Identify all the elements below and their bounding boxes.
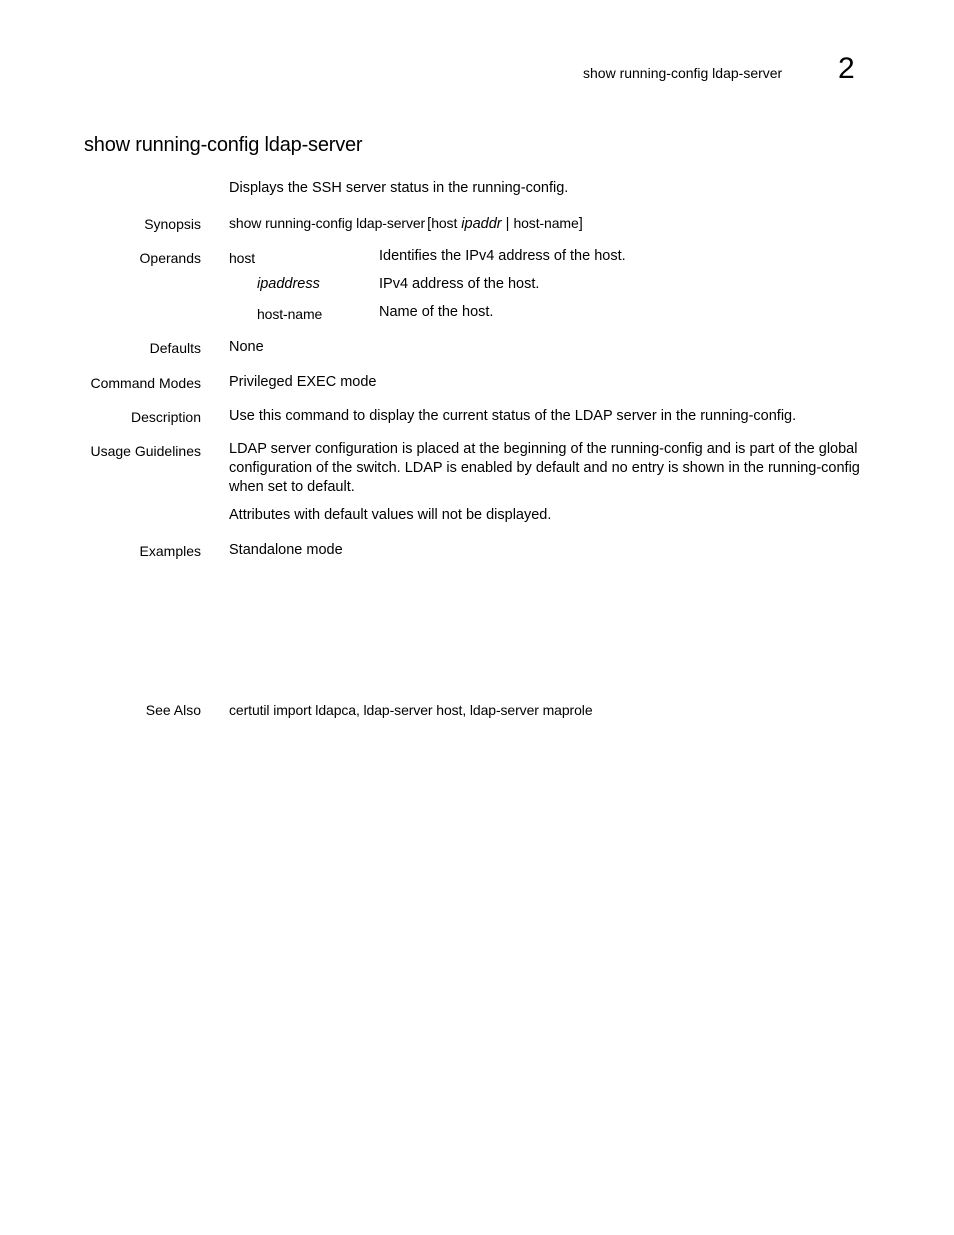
description-text: Use this command to display the current status of the LDAP server in the running-config. [229, 408, 797, 424]
operand-host-name: host [229, 250, 256, 266]
command-modes-label: Command Modes [90, 375, 201, 391]
command-modes-text: Privileged EXEC mode [229, 374, 377, 390]
synopsis-close-bracket: ] [578, 216, 583, 232]
see-also-label: See Also [145, 702, 201, 718]
usage-para2: Attributes with default values will not be displayed. [229, 507, 552, 523]
examples-text: Standalone mode [229, 542, 343, 558]
operands-label: Operands [139, 250, 201, 266]
operand-ipaddress-desc: IPv4 address of the host. [379, 276, 540, 292]
usage-guidelines-label: Usage Guidelines [90, 443, 201, 459]
examples-label: Examples [139, 543, 201, 559]
usage-para1-line1: LDAP server configuration is placed at the beginning of the running-config and is part of the global [229, 441, 858, 457]
usage-para1-line3: when set to default. [229, 479, 355, 495]
synopsis-hostname-keyword: host-name [513, 215, 579, 231]
running-header: show running-config ldap-server [583, 65, 783, 81]
operand-ipaddress-name: ipaddress [257, 276, 320, 292]
synopsis-command: show running-config ldap-server [229, 215, 426, 231]
operand-host-desc: Identifies the IPv4 address of the host. [379, 248, 626, 264]
synopsis-host-keyword: host [431, 215, 458, 231]
intro-text: Displays the SSH server status in the running-config. [229, 180, 569, 196]
chapter-number: 2 [838, 52, 855, 85]
operand-hostname-desc: Name of the host. [379, 304, 494, 320]
operand-hostname-name: host-name [257, 306, 323, 322]
description-label: Description [130, 409, 201, 425]
synopsis-line [229, 214, 879, 234]
synopsis-ipaddr-arg: ipaddr [461, 216, 502, 232]
synopsis-label: Synopsis [144, 216, 201, 232]
synopsis-separator: | [505, 216, 510, 232]
see-also-links[interactable]: certutil import ldapca, ldap-server host, ldap-server maprole [229, 702, 593, 718]
defaults-label: Defaults [149, 340, 201, 356]
defaults-text: None [229, 339, 264, 355]
usage-para1-line2: configuration of the switch. LDAP is enabled by default and no entry is shown in the running-config [229, 460, 860, 476]
synopsis-open-bracket: [ [427, 216, 432, 232]
page-title: show running-config ldap-server [84, 134, 363, 156]
